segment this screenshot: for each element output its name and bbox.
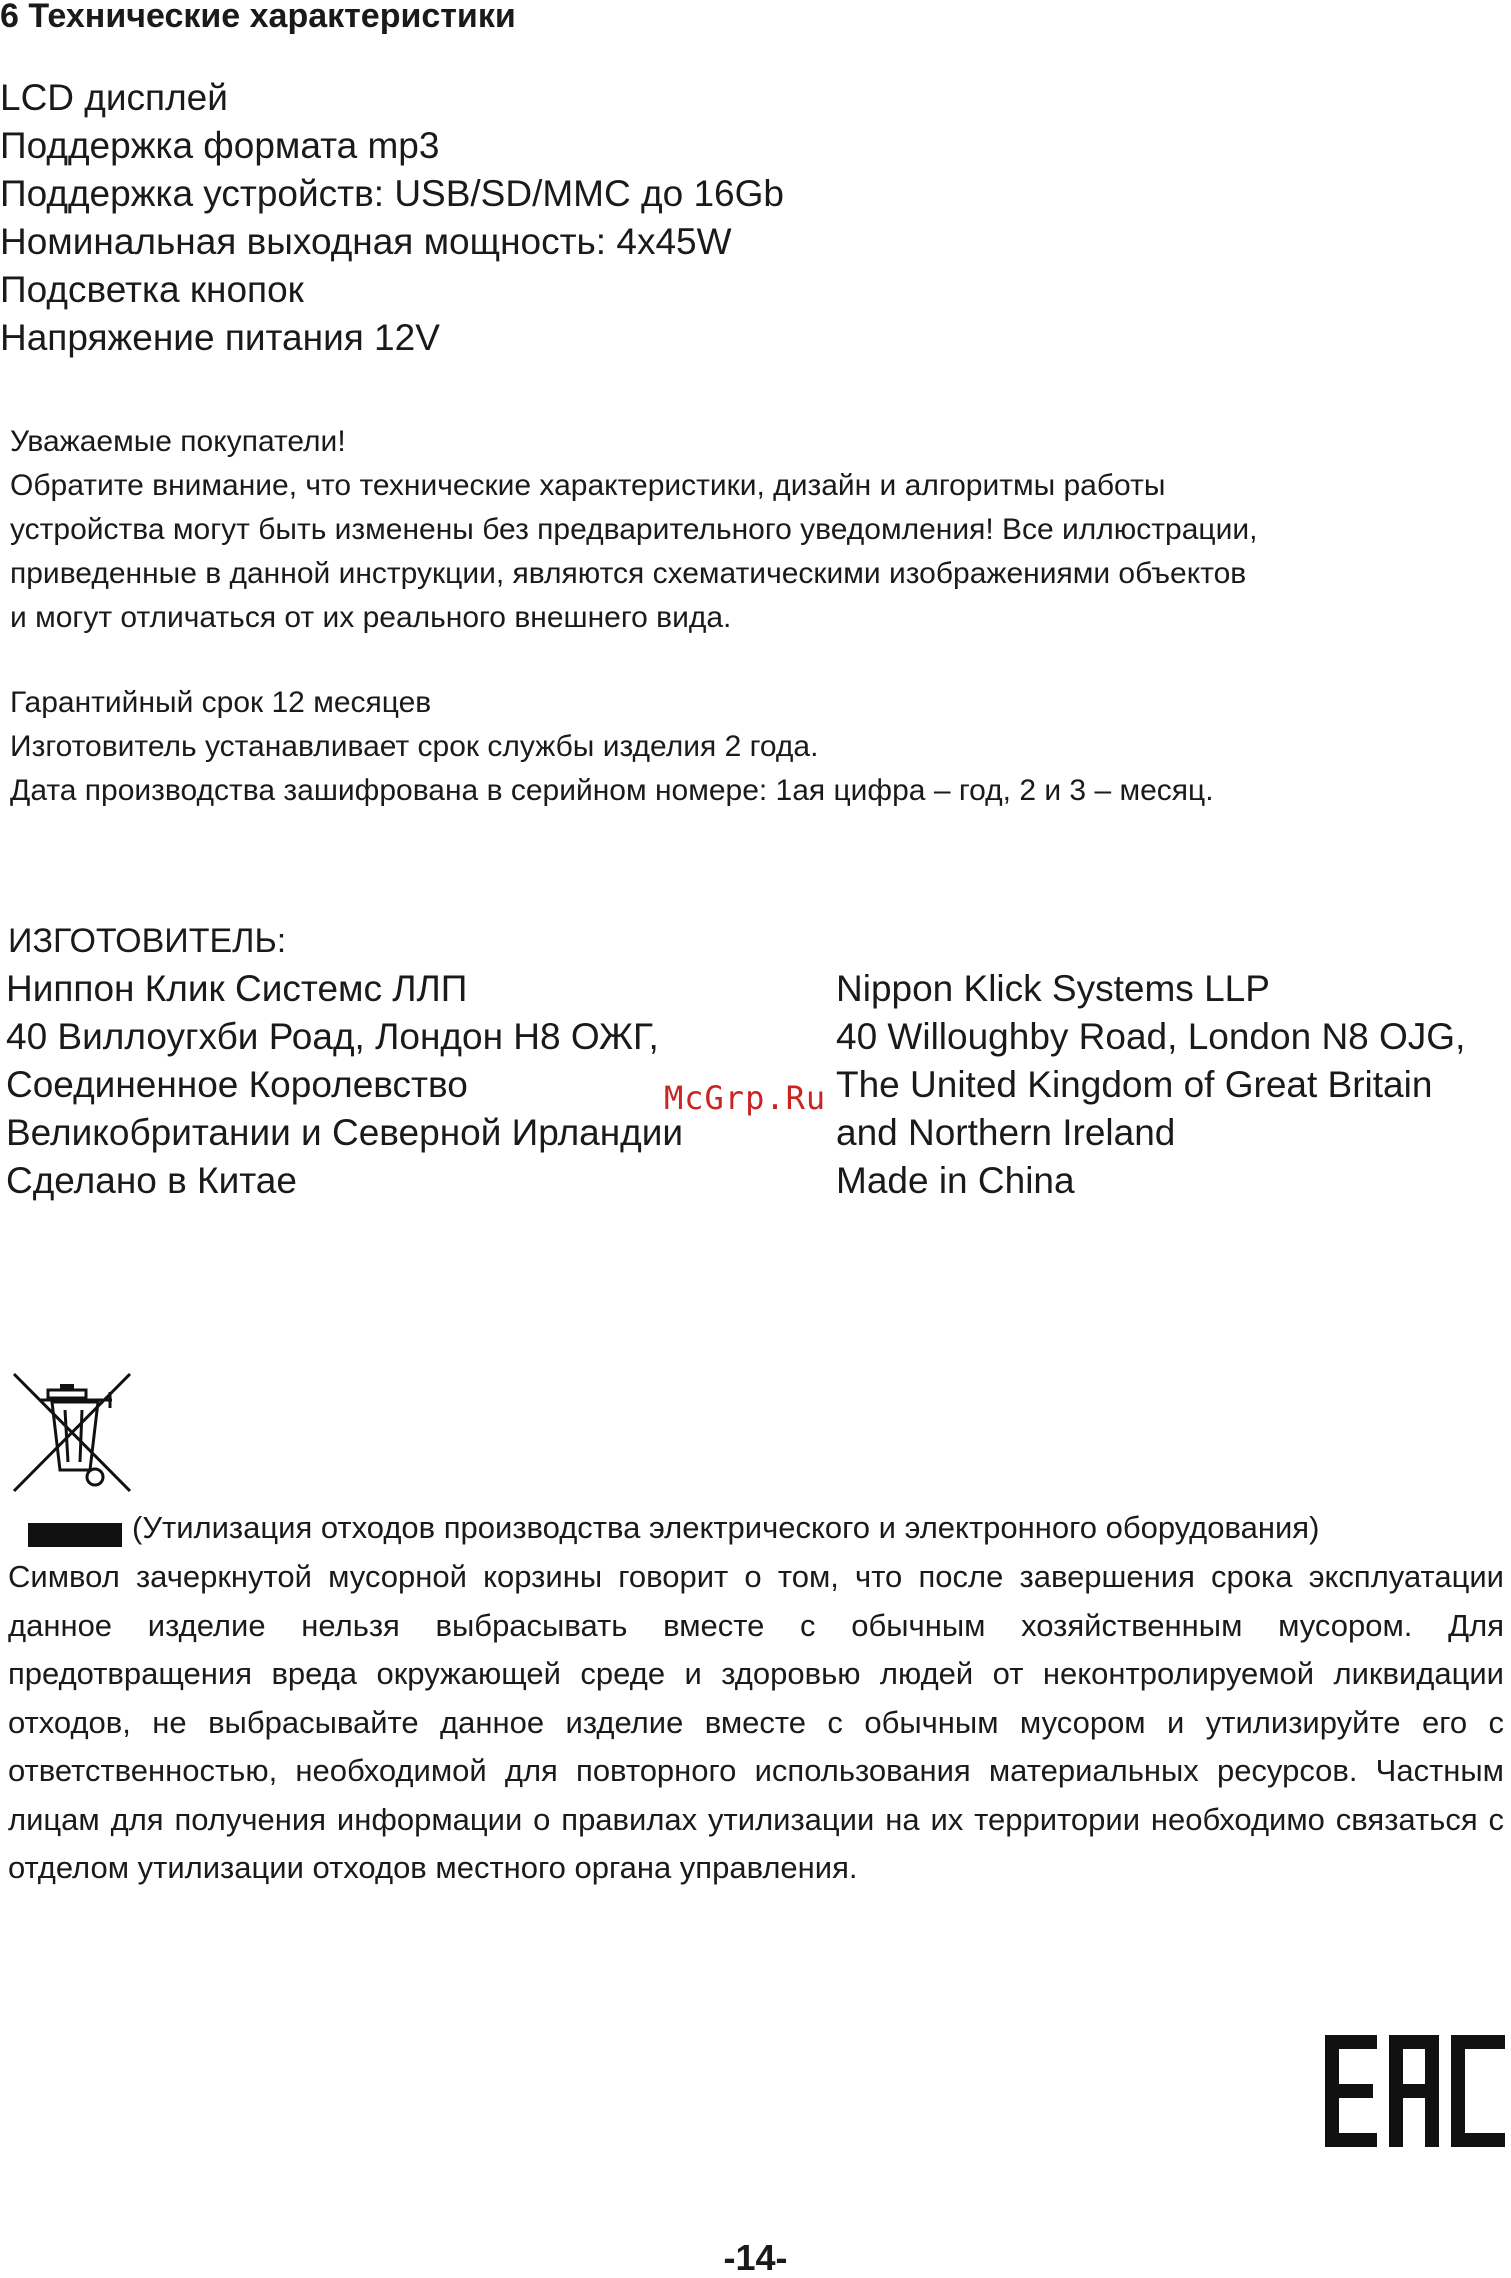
warranty-line: Дата производства зашифрована в серийном номере: 1ая цифра – год, 2 и 3 – месяц. [10, 774, 1214, 807]
address-line: Nippon Klick Systems LLP [836, 968, 1270, 1009]
recycling-body: Символ зачеркнутой мусорной корзины говорит о том, что после завершения срока эксплуатации данное изделие нельзя выбрасывать вместе с обычным хозяйственным мусором. Для предотвращения вреда окружающей среде и здоровью людей от неконтролируемой ликвидации отходов, не выбрасывайте данное изделие вместе с обычным мусором и утилизируйте его с ответственностью, необходимой для повторного использования материальных ресурсов. Частным лицам для получения информации о правилах утилизации на их территории необходимо связаться с отделом утилизации отходов местного органа управления. [8, 1559, 1504, 1885]
eac-logo [1325, 2035, 1505, 2147]
warranty-line: Гарантийный срок 12 месяцев [10, 686, 432, 719]
address-line: Сделано в Китае [6, 1160, 297, 1201]
address-line: 40 Виллоугхби Роад, Лондон Н8 ОЖГ, [6, 1016, 659, 1057]
section-title: 6 Технические характеристики [0, 0, 516, 35]
address-line: Ниппон Клик Системс ЛЛП [6, 968, 468, 1009]
address-line: 40 Willoughby Road, London N8 OJG, [836, 1016, 1466, 1057]
manufacturer-label: ИЗГОТОВИТЕЛЬ: [8, 922, 287, 960]
address-line: Соединенное Королевство [6, 1064, 468, 1105]
spec-item: Номинальная выходная мощность: 4x45W [0, 221, 732, 262]
notice-line: приведенные в данной инструкции, являются схематическими изображениями объектов [10, 557, 1247, 590]
notice-line: устройства могут быть изменены без предварительного уведомления! Все иллюстрации, [10, 513, 1258, 546]
recycling-title: (Утилизация отходов производства электрического и электронного оборудования) [132, 1510, 1320, 1545]
address-line: Великобритании и Северной Ирландии [6, 1112, 684, 1153]
notice-line: и могут отличаться от их реального внешнего вида. [10, 601, 732, 634]
spec-item: Напряжение питания 12V [0, 317, 440, 358]
page-number: -14- [723, 2237, 788, 2278]
spec-item: LCD дисплей [0, 77, 228, 118]
spec-item: Подсветка кнопок [0, 269, 304, 310]
address-line: and Northern Ireland [836, 1112, 1176, 1153]
customer-notice [10, 420, 1500, 640]
spec-item: Поддержка устройств: USB/SD/MMC до 16Gb [0, 173, 784, 214]
manufacturer-address-ru [6, 965, 683, 1205]
address-line: The United Kingdom of Great Britain [836, 1064, 1433, 1105]
notice-line: Уважаемые покупатели! [10, 425, 346, 458]
spec-list [0, 74, 784, 362]
divider-bar [28, 1523, 122, 1547]
watermark: McGrp.Ru [664, 1079, 827, 1117]
spec-item: Поддержка формата mp3 [0, 125, 440, 166]
warranty-info [10, 681, 1214, 813]
manufacturer-address-en [836, 965, 1465, 1205]
crossed-out-bin-icon [10, 1370, 135, 1495]
notice-line: Обратите внимание, что технические характеристики, дизайн и алгоритмы работы [10, 469, 1166, 502]
warranty-line: Изготовитель устанавливает срок службы изделия 2 года. [10, 730, 819, 763]
address-line: Made in China [836, 1160, 1075, 1201]
